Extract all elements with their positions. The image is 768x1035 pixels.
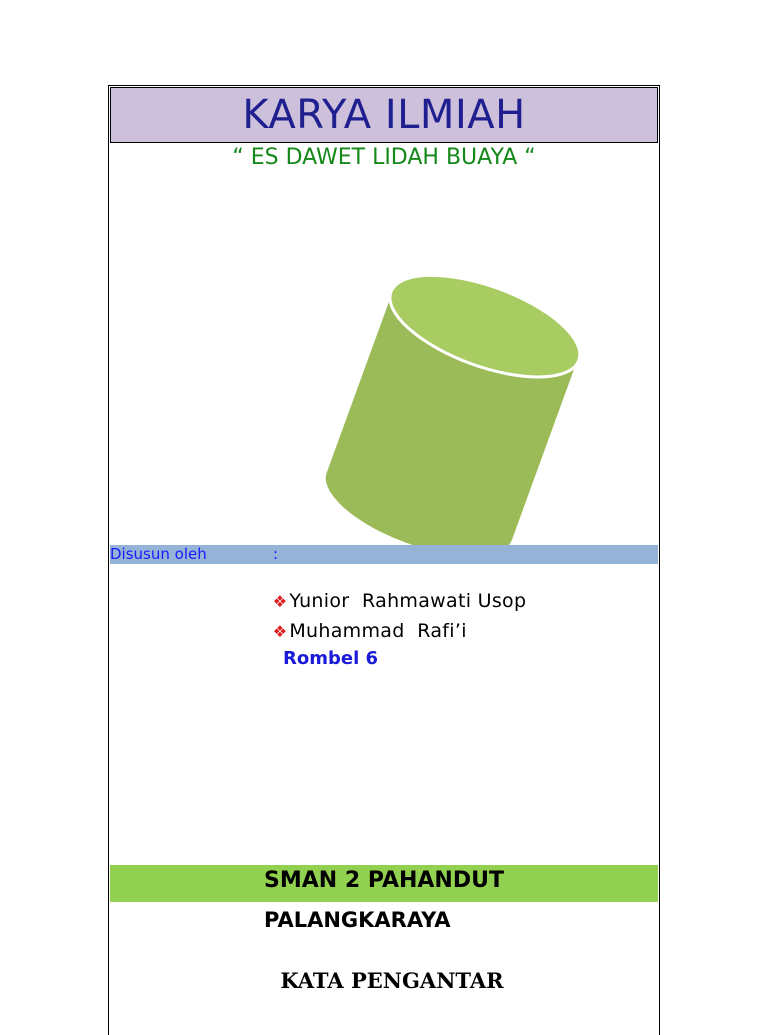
school-city: PALANGKARAYA xyxy=(264,908,451,932)
authors-colon: : xyxy=(273,545,279,563)
authors-label: Disusun oleh xyxy=(110,545,207,563)
title-banner xyxy=(110,87,658,143)
author-item xyxy=(260,598,467,642)
section-heading: KATA PENGANTAR xyxy=(280,968,504,993)
document-subtitle: “ ES DAWET LIDAH BUAYA “ xyxy=(232,145,536,170)
document-title: KARYA ILMIAH xyxy=(242,92,526,138)
cylinder-illustration xyxy=(290,262,610,582)
diamond-bullet-icon: ❖ xyxy=(272,592,288,611)
group-label: Rombel 6 xyxy=(283,648,379,669)
diamond-bullet-icon: ❖ xyxy=(272,622,288,641)
author-name: Muhammad Rafi’i xyxy=(289,620,467,642)
school-name: SMAN 2 PAHANDUT xyxy=(264,868,504,893)
author-name: Yunior Rahmawati Usop xyxy=(289,590,527,612)
